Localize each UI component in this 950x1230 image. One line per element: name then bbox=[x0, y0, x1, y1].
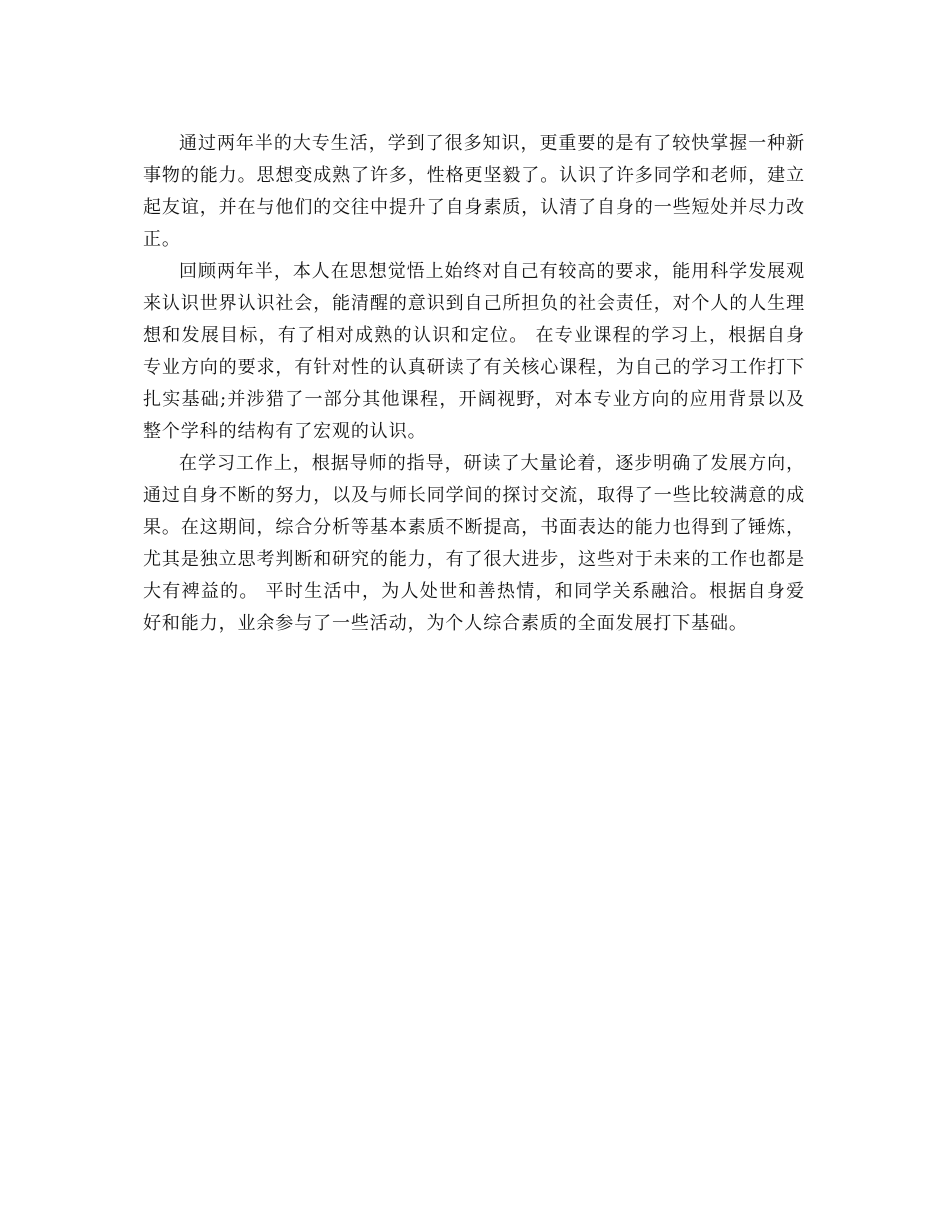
paragraph-2: 回顾两年半，本人在思想觉悟上始终对自己有较高的要求，能用科学发展观来认识世界认识社会，能清醒的意识到自己所担负的社会责任，对个人的人生理想和发展目标，有了相对成熟的认识和定位。 在专业课程的学习上，根据自身专业方向的要求，有针对性的认真研读了有关核心课程，为自己的学习工作打下扎实基础;并涉猎了一部分其他课程，开阔视野，对本专业方向的应用背景以及整个学科的结构有了宏观的认识。 bbox=[143, 261, 805, 442]
document-body bbox=[143, 128, 805, 640]
paragraph-1: 通过两年半的大专生活，学到了很多知识，更重要的是有了较快掌握一种新事物的能力。思想变成熟了许多，性格更坚毅了。认识了许多同学和老师，建立起友谊，并在与他们的交往中提升了自身素质，认清了自身的一些短处并尽力改正。 bbox=[143, 133, 805, 250]
paragraph-3: 在学习工作上，根据导师的指导，研读了大量论着，逐步明确了发展方向，通过自身不断的努力，以及与师长同学间的探讨交流，取得了一些比较满意的成果。在这期间，综合分析等基本素质不断提高，书面表达的能力也得到了锤炼，尤其是独立思考判断和研究的能力，有了很大进步，这些对于未来的工作也都是大有裨益的。 平时生活中，为人处世和善热情，和同学关系融洽。根据自身爱好和能力，业余参与了一些活动，为个人综合素质的全面发展打下基础。 bbox=[143, 453, 805, 634]
